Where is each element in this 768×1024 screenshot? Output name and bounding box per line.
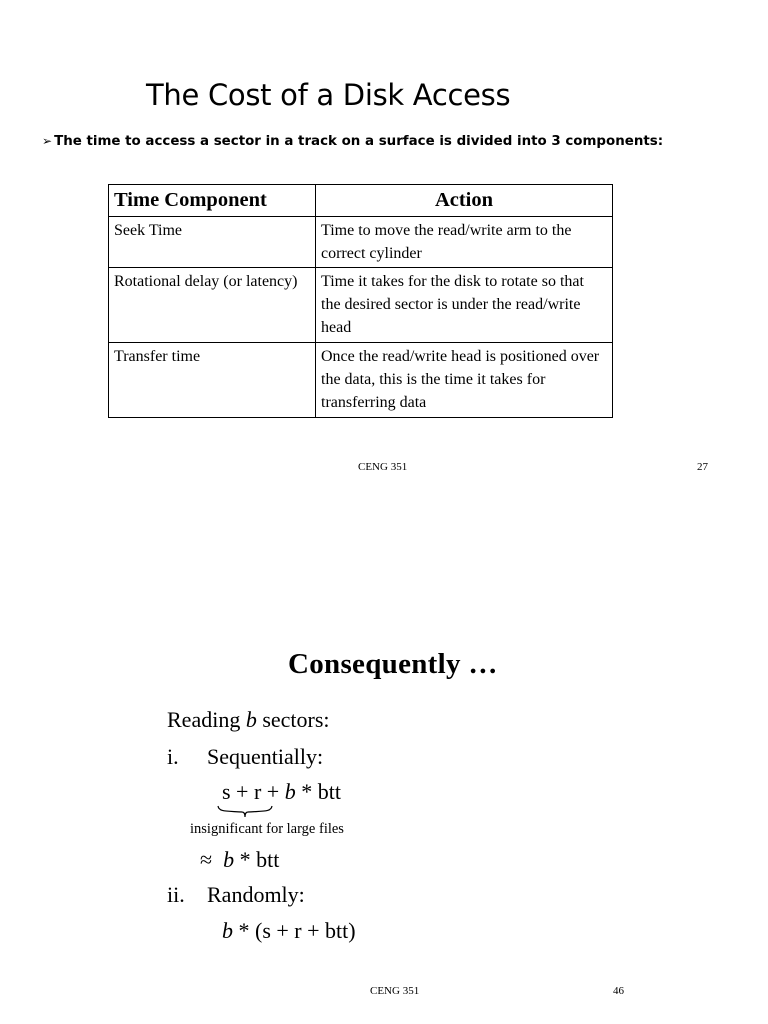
footer-page-number: 27 — [697, 461, 708, 473]
random-formula — [222, 918, 356, 944]
approx-symbol: ≈ — [200, 847, 213, 872]
arrow-bullet-icon: ➢ — [42, 134, 53, 148]
underbrace-icon — [216, 805, 274, 819]
var-b: b — [222, 918, 233, 943]
intro-bullet-text: The time to access a sector in a track on a surface is divided into 3 components: — [54, 134, 664, 149]
var-b: b — [223, 847, 235, 872]
table-row — [109, 217, 613, 268]
reading-prefix: Reading — [167, 707, 246, 732]
slide-title: Consequently … — [288, 648, 498, 680]
formula-suffix: * (s + r + btt) — [233, 918, 356, 943]
cell-action: Once the read/write head is positioned over the data, this is the time it takes for transferring data — [316, 343, 613, 418]
intro-bullet — [42, 134, 663, 149]
sequential-label: Sequentially: — [207, 744, 324, 769]
reading-line — [167, 707, 330, 733]
var-b: b — [284, 779, 296, 804]
header-time-component: Time Component — [109, 185, 316, 217]
list-marker: ii. — [167, 882, 185, 907]
slide-title: The Cost of a Disk Access — [146, 78, 511, 112]
formula-prefix: s + r + — [222, 779, 285, 804]
footer-course: CENG 351 — [358, 461, 408, 473]
cell-action: Time it takes for the disk to rotate so that the desired sector is under the read/write head — [316, 268, 613, 343]
approx-formula — [200, 847, 279, 873]
cell-component: Seek Time — [109, 217, 316, 268]
cell-action: Time to move the read/write arm to the correct cylinder — [316, 217, 613, 268]
table-row — [109, 343, 613, 418]
table-header-row — [109, 185, 613, 217]
approx-suffix: * btt — [234, 847, 280, 872]
reading-suffix: sectors: — [256, 707, 330, 732]
footer-page-number: 46 — [613, 985, 624, 997]
var-b: b — [245, 707, 257, 732]
sequential-formula — [222, 779, 341, 805]
formula-suffix: * btt — [295, 779, 341, 804]
slide-consequently — [0, 500, 768, 1024]
annotation-note: insignificant for large files — [190, 821, 344, 837]
slide-cost-of-disk-access — [0, 0, 768, 500]
cell-component: Transfer time — [109, 343, 316, 418]
table-row — [109, 268, 613, 343]
time-components-table — [108, 184, 613, 418]
random-label: Randomly: — [207, 882, 305, 907]
list-marker: i. — [167, 744, 179, 769]
header-action: Action — [316, 185, 613, 217]
cell-component: Rotational delay (or latency) — [109, 268, 316, 343]
footer-course: CENG 351 — [370, 985, 420, 997]
